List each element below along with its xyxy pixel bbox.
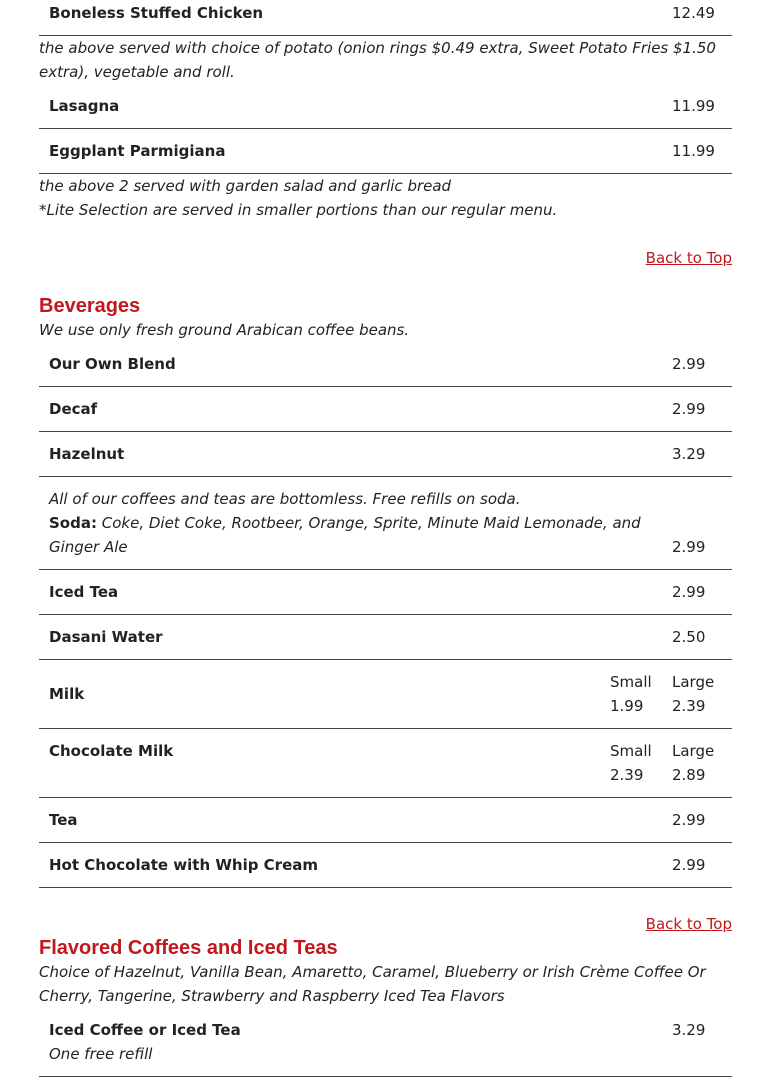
item-name: Lasagna <box>49 97 120 115</box>
item-price: 2.99 <box>672 811 706 829</box>
menu-item-row <box>39 1008 732 1077</box>
menu-item-row <box>39 387 732 432</box>
menu-item-row <box>39 615 732 660</box>
lite-note-portions: *Lite Selection are served in smaller portions than our regular menu. <box>39 201 558 219</box>
menu-item-row <box>39 129 732 174</box>
menu-item-row <box>39 798 732 843</box>
back-to-top-wrap <box>39 912 732 936</box>
soda-label: Soda: <box>49 514 97 532</box>
menu-item-row <box>39 432 732 477</box>
item-price: 2.99 <box>672 400 706 418</box>
back-to-top-link[interactable]: Back to Top <box>645 249 732 267</box>
large-size-price: 2.89 <box>672 766 706 784</box>
menu-item-row <box>39 570 732 615</box>
item-note: One free refill <box>49 1045 153 1063</box>
menu-item-row-sized <box>39 660 732 729</box>
item-price: 2.99 <box>672 355 706 373</box>
item-price: 3.29 <box>672 445 706 463</box>
small-size-price: 1.99 <box>610 697 644 715</box>
item-name: Hazelnut <box>49 445 125 463</box>
large-size-label: Large <box>672 742 715 760</box>
item-price: 12.49 <box>672 4 715 22</box>
soda-row <box>39 477 732 570</box>
flavored-intro: Choice of Hazelnut, Vanilla Bean, Amaretto, Caramel, Blueberry or Irish Crème Coffee Or Cherry, Tangerine, Strawberry and Raspberry Iced Tea Flavors <box>39 963 706 1005</box>
small-size-label: Small <box>610 742 652 760</box>
lite-note-salad: the above 2 served with garden salad and garlic bread <box>39 177 452 195</box>
large-size-price: 2.39 <box>672 697 706 715</box>
item-price: 3.29 <box>672 1021 706 1039</box>
item-name: Hot Chocolate with Whip Cream <box>49 856 318 874</box>
beverages-intro: We use only fresh ground Arabican coffee beans. <box>39 321 410 339</box>
soda-description <box>49 487 649 559</box>
section-title-beverages: Beverages <box>39 295 141 317</box>
item-price: 11.99 <box>672 97 715 115</box>
item-name: Boneless Stuffed Chicken <box>49 4 264 22</box>
menu-item-row <box>39 84 732 129</box>
item-price: 2.50 <box>672 628 706 646</box>
item-name: Iced Coffee or Iced Tea <box>49 1021 241 1039</box>
refill-note: All of our coffees and teas are bottomless. Free refills on soda. <box>49 490 521 508</box>
item-name: Eggplant Parmigiana <box>49 142 226 160</box>
item-name: Dasani Water <box>49 628 163 646</box>
item-name: Iced Tea <box>49 583 119 601</box>
menu-item-row <box>39 843 732 888</box>
soda-flavors: Coke, Diet Coke, Rootbeer, Orange, Sprite, Minute Maid Lemonade, and Ginger Ale <box>49 514 641 556</box>
back-to-top-wrap <box>39 246 732 270</box>
large-size-label: Large <box>672 673 715 691</box>
item-price: 2.99 <box>672 538 706 556</box>
item-price: 11.99 <box>672 142 715 160</box>
menu-item-row <box>39 342 732 387</box>
item-price: 2.99 <box>672 583 706 601</box>
item-name: Tea <box>49 811 78 829</box>
menu-item-row-sized <box>39 729 732 798</box>
section-title-flavored: Flavored Coffees and Iced Teas <box>39 937 338 959</box>
item-name: Chocolate Milk <box>49 742 174 760</box>
small-size-label: Small <box>610 673 652 691</box>
small-size-price: 2.39 <box>610 766 644 784</box>
item-name: Milk <box>49 685 85 703</box>
menu-item-row <box>39 0 732 36</box>
item-price: 2.99 <box>672 856 706 874</box>
item-name: Decaf <box>49 400 98 418</box>
item-name: Our Own Blend <box>49 355 176 373</box>
back-to-top-link[interactable]: Back to Top <box>645 915 732 933</box>
lite-note-potato: the above served with choice of potato (onion rings $0.49 extra, Sweet Potato Fries $1.50 extra), vegetable and roll. <box>39 39 716 81</box>
